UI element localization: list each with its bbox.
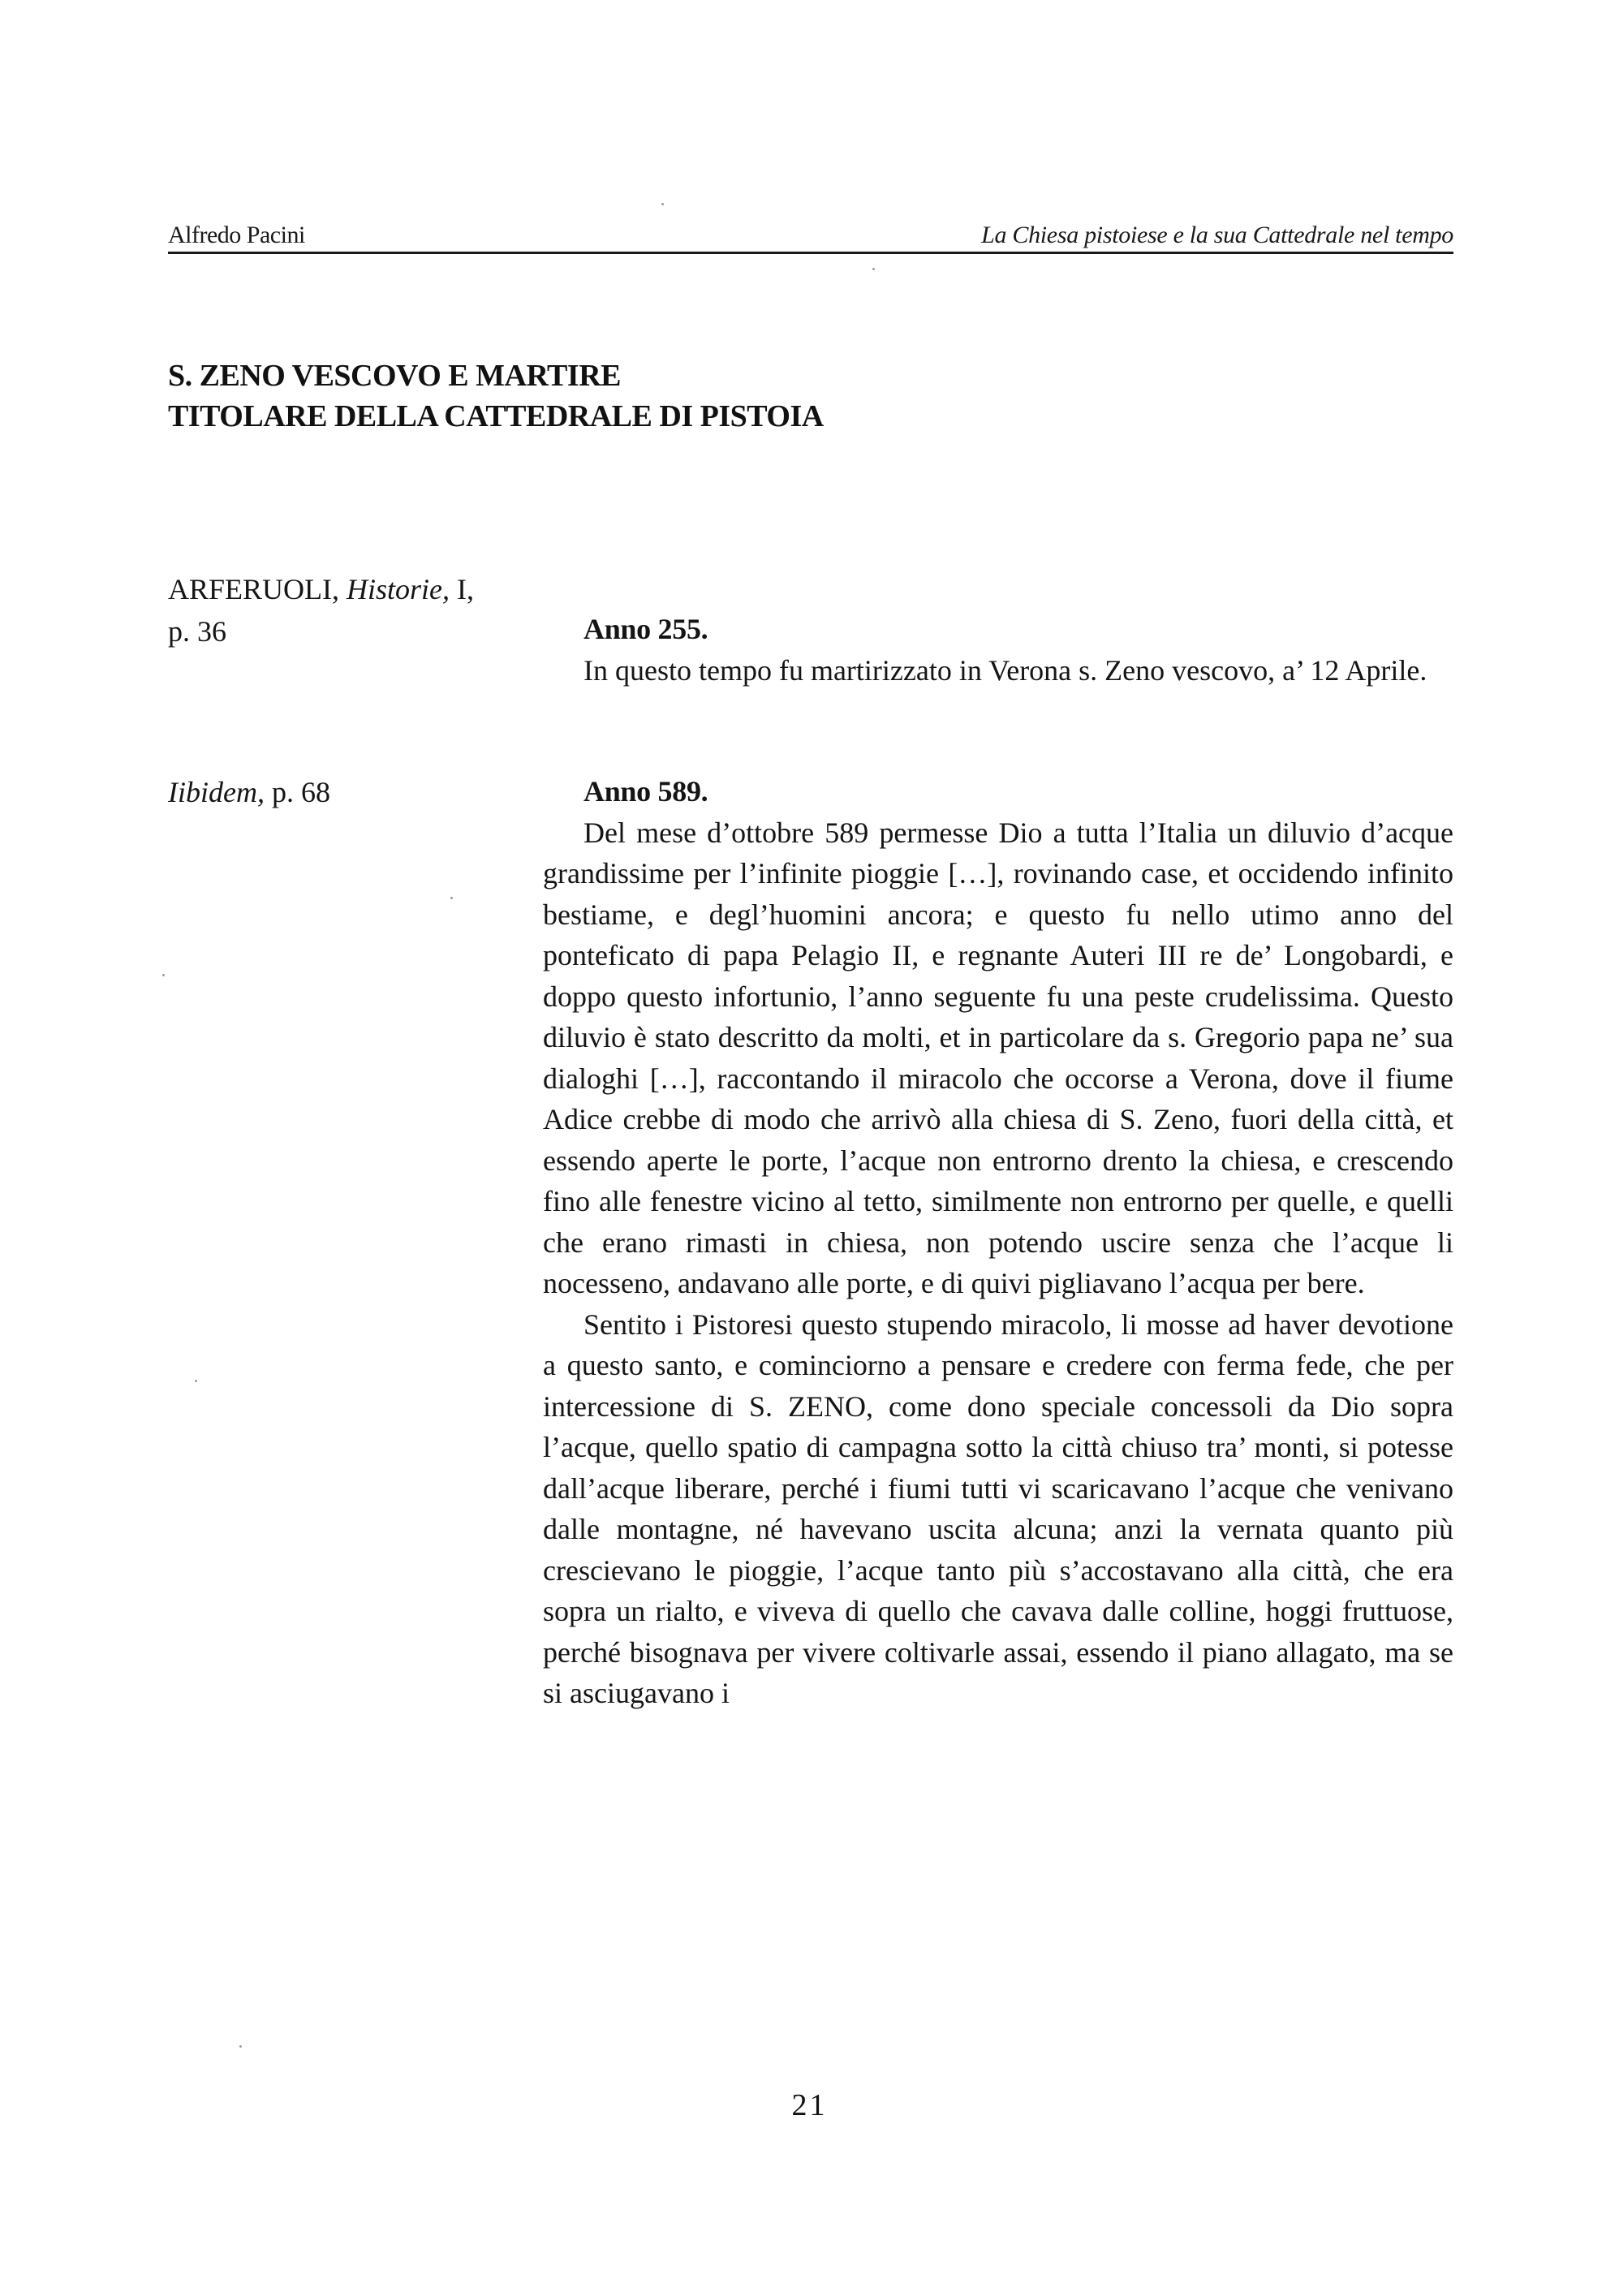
header-author: Alfredo Pacini — [168, 222, 305, 248]
source-work: Iibidem, — [168, 776, 265, 808]
source-page: p. 36 — [168, 615, 226, 648]
chapter-title — [168, 355, 1223, 437]
entry-paragraph: In questo tempo fu martirizzato in Verona s. Zeno vescovo, a’ 12 Aprile. — [583, 653, 1427, 687]
source-volume: I, — [457, 573, 475, 605]
scan-speck — [661, 203, 664, 205]
source-author: ARFERUOLI, — [168, 573, 340, 605]
entry-year: Anno 255. — [583, 613, 708, 645]
source-page: p. 68 — [271, 776, 330, 808]
chapter-title-line-2: TITOLARE DELLA CATTEDRALE DI PISTOIA — [168, 399, 824, 433]
scan-speck — [162, 974, 165, 976]
scan-speck — [450, 897, 453, 899]
chapter-title-line-1: S. ZENO VESCOVO E MARTIRE — [168, 359, 621, 393]
source-work: Historie, — [347, 573, 450, 605]
running-header — [168, 213, 1453, 250]
page-number: 21 — [791, 2088, 828, 2122]
entry-year: Anno 589. — [583, 775, 708, 808]
header-rule — [168, 252, 1453, 254]
header-book-title: La Chiesa pistoiese e la sua Cattedrale nel tempo — [981, 222, 1453, 248]
entry-body — [543, 771, 1453, 1714]
scan-speck — [195, 1380, 197, 1382]
scan-speck — [239, 2045, 242, 2048]
entry-paragraph: Del mese d’ottobre 589 permesse Dio a tutta l’Italia un diluvio d’acque grandissime per l’infinite pioggie […], rovinando case, et occidendo infinito bestiame, e degl’huomini ancora; e questo fu nello utimo anno del ponteficato di papa Pelagio II, e regnante Auteri III re de’ Longobardi, e doppo questo infortunio, l’anno seguente fu una peste crudelissima. Questo diluvio è stato descritto da molti, et in particolare da s. Gregorio papa ne’ sua dialoghi […], raccontando il miracolo che occorse a Verona, dove il fiume Adice crebbe di modo che arrivò alla chiesa di S. Zeno, fuori della città, et essendo aperte le porte, l’acque non entrorno drento la chiesa, e crescendo fino alle fenestre vicino al tetto, similmente non entrorno per quelle, e quelli che erano rimasti in chiesa, non potendo uscire senza che l’acque li nocesseno, andavano alle porte, e di quivi pigliavano l’acqua per bere. — [543, 816, 1453, 1299]
entry-paragraph: Sentito i Pistoresi questo stupendo miracolo, li mosse ad haver devotione a questo santo, e cominciorno a pensare e credere con ferma fede, che per intercessione di S. ZENO, come dono speciale concessoli da Dio sopra l’acque, quello spatio di campagna sotto la città chiuso tra’ monti, si potesse dall’acque liberare, perché i fiumi tutti vi scaricavano l’acque che venivano dalle montagne, né havevano uscita alcuna; anzi la vernata quanto più crescievano le pioggie, l’acque tanto più s’accostavano alla città, che era sopra un rialto, e viveva di quello che cavava dalle colline, hoggi fruttuose, perché bisognava per vivere coltivarle assai, essendo il piano allagato, ma se si asciugavano i — [543, 1307, 1453, 1709]
scan-speck — [872, 268, 875, 270]
entry-source-citation — [168, 771, 541, 813]
entry-body — [543, 609, 1453, 691]
entry-source-citation — [168, 568, 541, 653]
